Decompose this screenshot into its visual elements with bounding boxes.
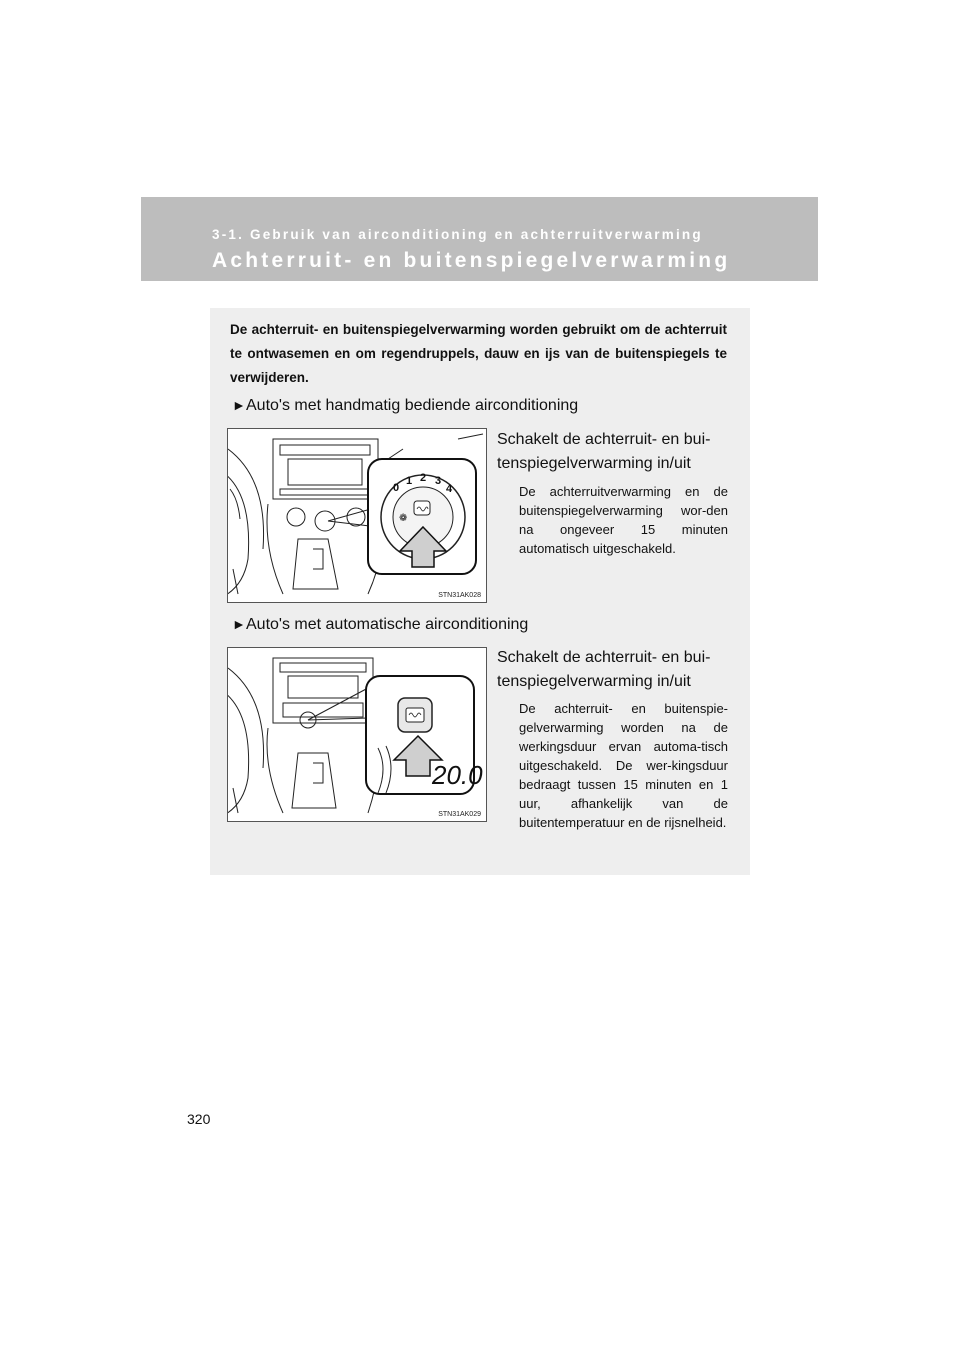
dashboard-illustration-manual [228,429,486,602]
note-text-automatic: De achterruit- en buitenspie-gelverwarming worden na de werkingsduur ervan automa-tisch uitgeschakeld. De wer-kingsduur bedraagt tussen 15 minuten en 1 uur, afhankelijk van de buitentemperatuur en de rijsnelheid. [519,701,728,830]
section-label: 3-1. Gebruik van airconditioning en achterruitverwarming [212,227,703,242]
page-number: 320 [187,1111,211,1127]
note-text-manual: De achterruitverwarming en de buitenspiegelverwarming wor-den na ongeveer 15 minuten automatisch uitgeschakeld. [519,484,728,556]
dial-label-2: 2 [420,472,427,484]
dial-label-3: 3 [435,475,442,487]
figure-code-automatic: STN31AK029 [438,811,481,818]
triangle-bullet-icon: ► [232,397,246,413]
dial-label-4: 4 [446,483,453,495]
figure-code-manual: STN31AK028 [438,592,481,599]
page-heading: Achterruit- en buitenspiegelverwarming [212,249,731,272]
section-heading-manual [232,397,578,415]
action-text-manual: Schakelt de achterruit- en bui-tenspiegelverwarming in/uit [497,431,711,472]
section-title-automatic: Auto's met automatische airconditioning [246,616,529,633]
temperature-display: 20.0 [432,760,483,790]
action-text-automatic: Schakelt de achterruit- en bui-tenspiegelverwarming in/uit [497,649,711,690]
section-title-manual: Auto's met handmatig bediende airconditioning [246,397,579,414]
section-heading-automatic [232,616,528,634]
figure-manual-ac [227,428,487,603]
fan-icon: ❁ [399,513,408,524]
intro-text: De achterruit- en buitenspiegelverwarming worden gebruikt om de achterruit te ontwasemen en om regendruppels, dauw en ijs van de buitenspiegels te verwijderen. [230,322,727,385]
figure-automatic-ac [227,647,487,822]
dial-label-0: 0 [393,482,400,494]
dashboard-illustration-automatic [228,648,486,821]
dial-label-1: 1 [406,475,413,487]
triangle-bullet-icon: ► [232,616,246,632]
